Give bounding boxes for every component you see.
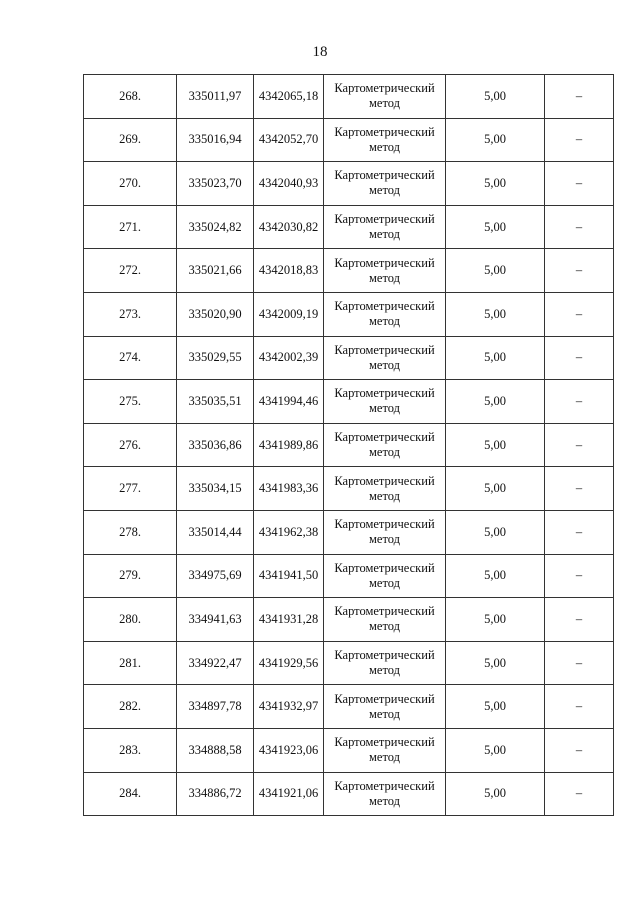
method-cell <box>324 162 446 206</box>
method-line-2: метод <box>368 401 400 416</box>
point-number-cell: 269. <box>84 118 177 162</box>
method-line-1: Картометрический <box>334 386 435 401</box>
point-number-cell: 278. <box>84 510 177 554</box>
table-row <box>84 467 614 511</box>
point-number-cell: 272. <box>84 249 177 293</box>
note-cell: – <box>545 292 614 336</box>
accuracy-cell: 5,00 <box>446 162 545 206</box>
method-line-2: метод <box>368 445 400 460</box>
coordinates-table <box>83 74 614 816</box>
method-cell <box>324 728 446 772</box>
x-coordinate-cell: 335035,51 <box>177 380 254 424</box>
accuracy-cell: 5,00 <box>446 467 545 511</box>
accuracy-cell: 5,00 <box>446 336 545 380</box>
x-coordinate-cell: 335014,44 <box>177 510 254 554</box>
y-coordinate-cell: 4342002,39 <box>254 336 324 380</box>
y-coordinate-cell: 4341921,06 <box>254 772 324 816</box>
method-line-2: метод <box>368 663 400 678</box>
note-cell: – <box>545 423 614 467</box>
table-row <box>84 772 614 816</box>
point-number-cell: 274. <box>84 336 177 380</box>
accuracy-cell: 5,00 <box>446 205 545 249</box>
method-line-1: Картометрический <box>334 691 435 706</box>
x-coordinate-cell: 335021,66 <box>177 249 254 293</box>
method-line-2: метод <box>368 314 400 329</box>
method-cell <box>324 510 446 554</box>
accuracy-cell: 5,00 <box>446 598 545 642</box>
point-number-cell: 273. <box>84 292 177 336</box>
method-cell <box>324 598 446 642</box>
table-row <box>84 249 614 293</box>
point-number-cell: 282. <box>84 685 177 729</box>
table-row <box>84 554 614 598</box>
note-cell: – <box>545 641 614 685</box>
x-coordinate-cell: 335034,15 <box>177 467 254 511</box>
accuracy-cell: 5,00 <box>446 292 545 336</box>
method-line-1: Картометрический <box>334 778 435 793</box>
method-line-2: метод <box>368 750 400 765</box>
table-row <box>84 336 614 380</box>
note-cell: – <box>545 162 614 206</box>
method-line-1: Картометрический <box>334 560 435 575</box>
method-line-1: Картометрический <box>334 255 435 270</box>
x-coordinate-cell: 334888,58 <box>177 728 254 772</box>
method-line-1: Картометрический <box>334 604 435 619</box>
method-line-2: метод <box>368 270 400 285</box>
note-cell: – <box>545 380 614 424</box>
x-coordinate-cell: 335036,86 <box>177 423 254 467</box>
method-cell <box>324 292 446 336</box>
method-line-1: Картометрический <box>334 212 435 227</box>
point-number-cell: 281. <box>84 641 177 685</box>
method-line-1: Картометрический <box>334 124 435 139</box>
method-cell <box>324 336 446 380</box>
y-coordinate-cell: 4342018,83 <box>254 249 324 293</box>
y-coordinate-cell: 4342040,93 <box>254 162 324 206</box>
method-line-2: метод <box>368 619 400 634</box>
point-number-cell: 284. <box>84 772 177 816</box>
y-coordinate-cell: 4341931,28 <box>254 598 324 642</box>
accuracy-cell: 5,00 <box>446 554 545 598</box>
y-coordinate-cell: 4342052,70 <box>254 118 324 162</box>
note-cell: – <box>545 554 614 598</box>
page-number: 18 <box>312 44 328 60</box>
point-number-cell: 275. <box>84 380 177 424</box>
point-number-cell: 280. <box>84 598 177 642</box>
method-line-1: Картометрический <box>334 299 435 314</box>
method-cell <box>324 772 446 816</box>
table-row <box>84 423 614 467</box>
note-cell: – <box>545 467 614 511</box>
method-line-2: метод <box>368 96 400 111</box>
accuracy-cell: 5,00 <box>446 118 545 162</box>
y-coordinate-cell: 4342030,82 <box>254 205 324 249</box>
x-coordinate-cell: 335016,94 <box>177 118 254 162</box>
y-coordinate-cell: 4341941,50 <box>254 554 324 598</box>
table-row <box>84 510 614 554</box>
method-line-2: метод <box>368 575 400 590</box>
x-coordinate-cell: 334922,47 <box>177 641 254 685</box>
accuracy-cell: 5,00 <box>446 685 545 729</box>
note-cell: – <box>545 598 614 642</box>
accuracy-cell: 5,00 <box>446 641 545 685</box>
coordinates-table-body <box>84 75 614 816</box>
accuracy-cell: 5,00 <box>446 423 545 467</box>
table-row <box>84 598 614 642</box>
table-row <box>84 728 614 772</box>
point-number-cell: 283. <box>84 728 177 772</box>
point-number-cell: 279. <box>84 554 177 598</box>
table-row <box>84 205 614 249</box>
y-coordinate-cell: 4341962,38 <box>254 510 324 554</box>
method-line-2: метод <box>368 227 400 242</box>
table-row <box>84 162 614 206</box>
method-line-2: метод <box>368 793 400 808</box>
y-coordinate-cell: 4342065,18 <box>254 75 324 119</box>
method-line-1: Картометрический <box>334 473 435 488</box>
x-coordinate-cell: 334897,78 <box>177 685 254 729</box>
accuracy-cell: 5,00 <box>446 75 545 119</box>
table-row <box>84 641 614 685</box>
note-cell: – <box>545 772 614 816</box>
accuracy-cell: 5,00 <box>446 380 545 424</box>
accuracy-cell: 5,00 <box>446 728 545 772</box>
note-cell: – <box>545 249 614 293</box>
point-number-cell: 276. <box>84 423 177 467</box>
method-line-2: метод <box>368 357 400 372</box>
method-line-2: метод <box>368 706 400 721</box>
y-coordinate-cell: 4341983,36 <box>254 467 324 511</box>
note-cell: – <box>545 75 614 119</box>
method-cell <box>324 380 446 424</box>
x-coordinate-cell: 335029,55 <box>177 336 254 380</box>
method-cell <box>324 118 446 162</box>
point-number-cell: 268. <box>84 75 177 119</box>
y-coordinate-cell: 4341923,06 <box>254 728 324 772</box>
y-coordinate-cell: 4342009,19 <box>254 292 324 336</box>
method-cell <box>324 554 446 598</box>
method-line-2: метод <box>368 488 400 503</box>
method-line-2: метод <box>368 532 400 547</box>
method-line-2: метод <box>368 183 400 198</box>
note-cell: – <box>545 728 614 772</box>
point-number-cell: 270. <box>84 162 177 206</box>
x-coordinate-cell: 334941,63 <box>177 598 254 642</box>
point-number-cell: 277. <box>84 467 177 511</box>
method-cell <box>324 641 446 685</box>
x-coordinate-cell: 335024,82 <box>177 205 254 249</box>
note-cell: – <box>545 510 614 554</box>
accuracy-cell: 5,00 <box>446 772 545 816</box>
table-row <box>84 685 614 729</box>
table-row <box>84 75 614 119</box>
method-line-1: Картометрический <box>334 430 435 445</box>
note-cell: – <box>545 685 614 729</box>
method-line-1: Картометрический <box>334 342 435 357</box>
table-row <box>84 380 614 424</box>
y-coordinate-cell: 4341989,86 <box>254 423 324 467</box>
x-coordinate-cell: 335023,70 <box>177 162 254 206</box>
method-line-1: Картометрический <box>334 81 435 96</box>
note-cell: – <box>545 205 614 249</box>
method-line-1: Картометрический <box>334 517 435 532</box>
y-coordinate-cell: 4341932,97 <box>254 685 324 729</box>
method-line-1: Картометрический <box>334 648 435 663</box>
table-row <box>84 118 614 162</box>
y-coordinate-cell: 4341929,56 <box>254 641 324 685</box>
accuracy-cell: 5,00 <box>446 510 545 554</box>
method-cell <box>324 685 446 729</box>
method-cell <box>324 423 446 467</box>
note-cell: – <box>545 336 614 380</box>
x-coordinate-cell: 335011,97 <box>177 75 254 119</box>
x-coordinate-cell: 335020,90 <box>177 292 254 336</box>
method-line-1: Картометрический <box>334 735 435 750</box>
note-cell: – <box>545 118 614 162</box>
method-line-2: метод <box>368 139 400 154</box>
accuracy-cell: 5,00 <box>446 249 545 293</box>
method-line-1: Картометрический <box>334 168 435 183</box>
y-coordinate-cell: 4341994,46 <box>254 380 324 424</box>
table-row <box>84 292 614 336</box>
method-cell <box>324 75 446 119</box>
method-cell <box>324 205 446 249</box>
method-cell <box>324 467 446 511</box>
x-coordinate-cell: 334975,69 <box>177 554 254 598</box>
method-cell <box>324 249 446 293</box>
x-coordinate-cell: 334886,72 <box>177 772 254 816</box>
point-number-cell: 271. <box>84 205 177 249</box>
